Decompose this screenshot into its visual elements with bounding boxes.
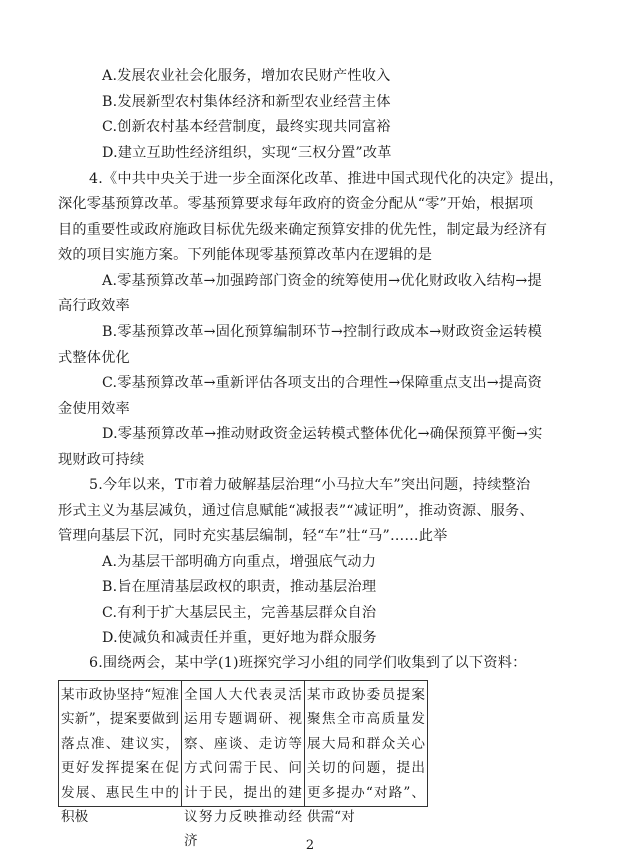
q4-option-d-line-2: 现财政可持续 [58,452,145,468]
q5-option-a: A.为基层干部明确方向重点，增强底气动力 [102,554,377,570]
q4-option-a-line-1: A.零基预算改革→加强跨部门资金的统筹使用→优化财政收入结构→提 [102,273,542,289]
material-cell-npc: 全国人大代表灵活运用专题调研、视察、座谈、走访等方式问需于民、问计于民，提出的建议努力反映推动经济 [184,687,302,850]
q5-line-2: 形式主义为基层减负，通过信息赋能“减报表”“减证明”，推动资源、服务、 [58,503,534,519]
option-top-b: B.发展新型农村集体经济和新型农业经营主体 [102,94,391,110]
q5-line-3: 管理向基层下沉，同时充实基层编制，轻“车”壮“马”……此举 [58,528,448,544]
option-top-a: A.发展农业社会化服务，增加农民财产性收入 [102,68,391,84]
material-cell-member: 某市政协委员提案聚焦全市高质量发展大局和群众关心关切的问题，提出更多提办“对路”、供需“对 [307,687,425,826]
q4-line-4: 效的项目实施方案。下列能体现零基预算改革内在逻辑的是 [58,247,433,263]
material-cell-cppcc: 某市政协坚持“短准实新”，提案要做到落点准、建议实，更好发挥提案在促发展、惠民生中的积极 [61,687,179,826]
q4-option-b-line-2: 式整体优化 [58,350,130,366]
q5-line-1: 5.今年以来，T市着力破解基层治理“小马拉大车”突出问题，持续整治 [89,477,531,493]
option-top-c: C.创新农村基本经营制度，最终实现共同富裕 [102,119,391,135]
q4-option-b-line-1: B.零基预算改革→固化预算编制环节→控制行政成本→财政资金运转模 [102,324,543,340]
q4-line-3: 目的重要性或政府施政目标优先级来确定预算安排的优先性，制定最为经济有 [58,222,548,238]
q5-option-b: B.旨在厘清基层政权的职责，推动基层治理 [102,579,377,595]
q4-line-2: 深化零基预算改革。零基预算要求每年政府的资金分配从“零”开始，根据项 [58,196,534,212]
page-number: 2 [305,838,315,853]
q4-option-a-line-2: 高行政效率 [58,298,130,314]
q4-option-c-line-1: C.零基预算改革→重新评估各项支出的合理性→保障重点支出→提高资 [102,375,542,391]
option-top-d: D.建立互助性经济组织，实现“三权分置”改革 [102,145,392,161]
material-table [58,680,428,850]
q5-option-d: D.使减负和减责任并重，更好地为群众服务 [102,630,377,646]
q4-line-1: 4.《中共中央关于进一步全面深化改革、推进中国式现代化的决定》提出， [89,171,564,187]
q4-option-d-line-1: D.零基预算改革→推动财政资金运转模式整体优化→确保预算平衡→实 [102,426,543,442]
q6-intro: 6.围绕两会，某中学(1)班探究学习小组的同学们收集到了以下资料： [89,655,527,671]
q5-option-c: C.有利于扩大基层民主，完善基层群众自治 [102,605,377,621]
q4-option-c-line-2: 金使用效率 [58,401,130,417]
